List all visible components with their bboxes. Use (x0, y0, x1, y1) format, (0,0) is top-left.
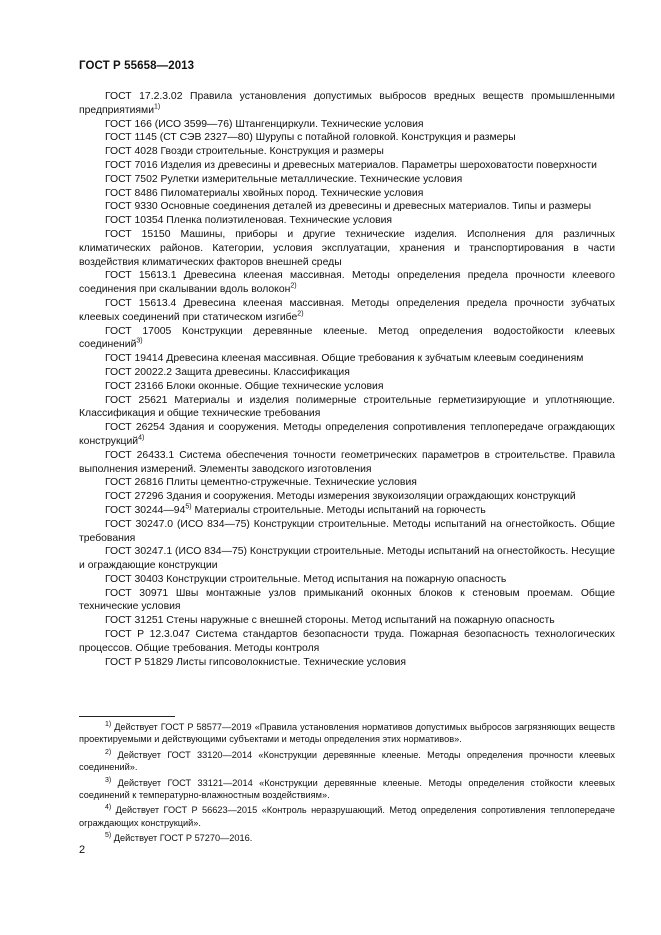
footnote: $^{5)}$ Действует ГОСТ Р 57270—2016. (105, 832, 253, 844)
list-item: ГОСТ 30247.0 (ИСО 834—75) Конструкции строительные. Методы испытаний на огнестойкость. Общие требования (79, 518, 615, 544)
footnote: $^{4)}$ Действует ГОСТ Р 56623—2015 «Контроль неразрушающий. Метод определения сопротивления теплопередаче ограждающих конструкций». (79, 804, 615, 828)
list-item: ГОСТ 26254 Здания и сооружения. Методы определения сопротивления теплопередаче ограждающих конструкций$^{4)}$ (79, 422, 615, 447)
list-item: ГОСТ 8486 Пиломатериалы хвойных пород. Технические условия (105, 187, 424, 199)
list-item: ГОСТ 17005 Конструкции деревянные клееные. Метод определения водостойкости клеевых соединений$^{3)}$ (79, 325, 615, 351)
list-item: ГОСТ 7016 Изделия из древесины и древесных материалов. Параметры шероховатости поверхности (105, 159, 597, 171)
page-number: 2 (79, 844, 86, 856)
list-item: ГОСТ 17.2.3.02 Правила установления допустимых выбросов вредных веществ промышленными предприятиями$^{1)}$ (79, 91, 615, 116)
list-item: ГОСТ 9330 Основные соединения деталей из древесины и древесных материалов. Типы и размеры (105, 201, 592, 213)
footnote-divider (79, 716, 175, 717)
footnotes (79, 721, 615, 848)
list-item: ГОСТ 25621 Материалы и изделия полимерные строительные герметизирующие и уплотняющие. Классификация и общие технические требования (79, 394, 615, 420)
list-item: ГОСТ 30244—94$^{5)}$ Материалы строительные. Методы испытаний на горючесть (105, 503, 486, 516)
list-item: ГОСТ 7502 Рулетки измерительные металлические. Технические условия (105, 173, 463, 185)
list-item: ГОСТ 23166 Блоки оконные. Общие технические условия (105, 380, 384, 392)
list-item: ГОСТ 4028 Гвозди строительные. Конструкция и размеры (105, 146, 384, 158)
list-item: ГОСТ 26433.1 Система обеспечения точности геометрических параметров в строительстве. Правила выполнения измерений. Элементы заводского изготовления (79, 449, 615, 475)
list-item: ГОСТ 15613.4 Древесина клееная массивная. Методы определения предела прочности зубчатых клеевых соединений при статическом изгибе$^{2)}$ (79, 297, 615, 323)
list-item: ГОСТ 15613.1 Древесина клееная массивная. Методы определения предела прочности клеевого соединения при скалывании вдоль волокон$^{2)}$ (79, 270, 615, 296)
references-list (79, 90, 615, 669)
list-item: ГОСТ 30403 Конструкции строительные. Метод испытания на пожарную опасность (105, 573, 507, 585)
footnote: $^{1)}$ Действует ГОСТ Р 58577—2019 «Правила установления нормативов допустимых выбросов загрязняющих веществ проектируемыми и действующими субъектами и методы определения этих нормативов». (79, 720, 615, 745)
list-item: ГОСТ 10354 Пленка полиэтиленовая. Технические условия (105, 215, 393, 227)
list-item: ГОСТ 31251 Стены наружные с внешней стороны. Метод испытаний на пожарную опасность (105, 615, 555, 627)
footnote: $^{2)}$ Действует ГОСТ 33120—2014 «Конструкции деревянные клееные. Методы определения прочности клеевых соединений». (79, 748, 615, 773)
list-item: ГОСТ Р 51829 Листы гипсоволокнистые. Технические условия (105, 656, 406, 668)
list-item: ГОСТ 1145 (СТ СЭВ 2327—80) Шурупы с потайной головкой. Конструкция и размеры (105, 132, 516, 144)
list-item: ГОСТ 27296 Здания и сооружения. Методы измерения звукоизоляции ограждающих конструкций (105, 491, 576, 503)
list-item: ГОСТ 166 (ИСО 3599—76) Штангенциркули. Технические условия (105, 118, 424, 130)
list-item: ГОСТ Р 12.3.047 Система стандартов безопасности труда. Пожарная безопасность технологических процессов. Общие требования. Методы контроля (79, 629, 615, 654)
page-header-title: ГОСТ Р 55658—2013 (79, 60, 195, 72)
list-item: ГОСТ 30971 Швы монтажные узлов примыканий оконных блоков к стеновым проемам. Общие технические условия (79, 587, 615, 613)
footnote: $^{3)}$ Действует ГОСТ 33121—2014 «Конструкции деревянные клееные. Методы определения стойкости клеевых соединений к температурно-влажностным воздействиям». (79, 776, 615, 801)
list-item: ГОСТ 30247.1 (ИСО 834—75) Конструкции строительные. Методы испытаний на огнестойкость. Несущие и ограждающие конструкции (79, 546, 615, 572)
list-item: ГОСТ 19414 Древесина клееная массивная. Общие требования к зубчатым клеевым соединениям (105, 353, 584, 365)
list-item: ГОСТ 20022.2 Защита древесины. Классификация (105, 366, 350, 378)
list-item: ГОСТ 15150 Машины, приборы и другие технические изделия. Исполнения для различных климатических районов. Категории, условия эксплуатации, хранения и транспортирования в части воздействия климатических факторов внешней среды (79, 228, 615, 268)
list-item: ГОСТ 26816 Плиты цементно-стружечные. Технические условия (105, 477, 417, 489)
